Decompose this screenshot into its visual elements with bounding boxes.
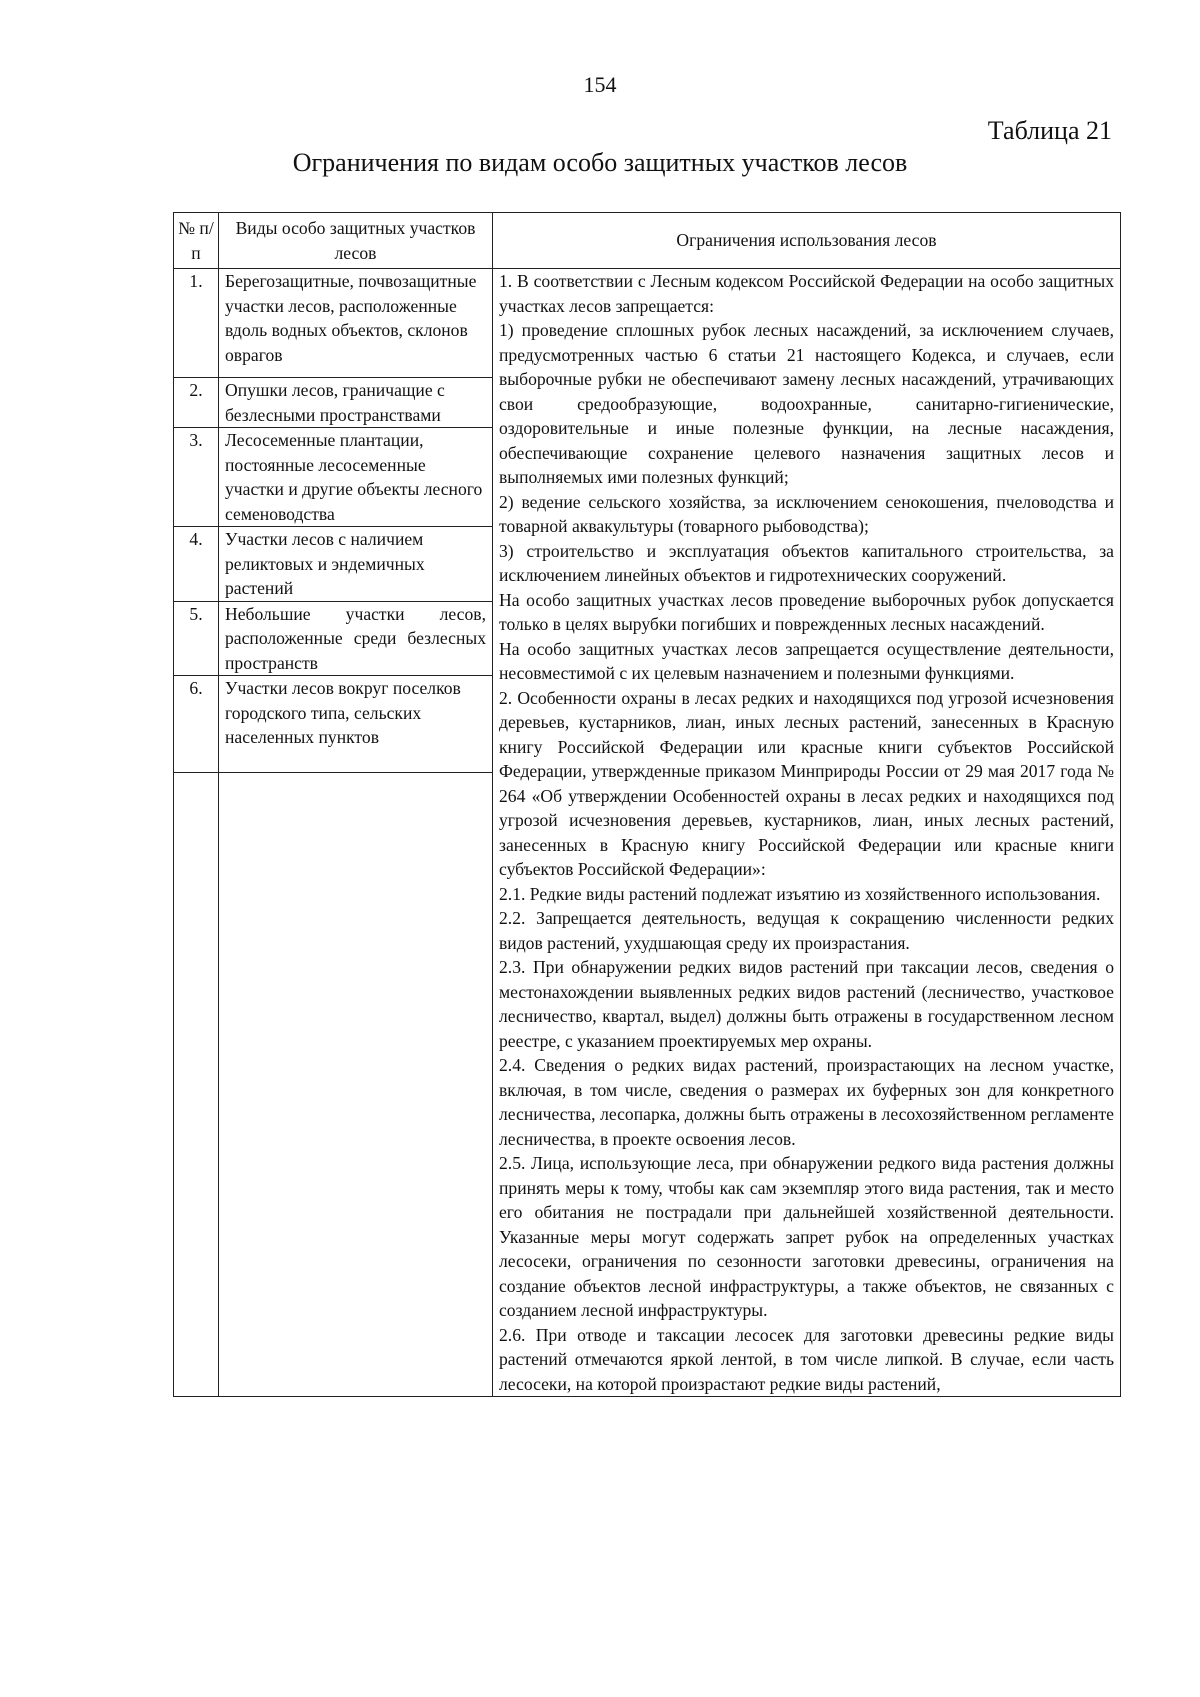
empty-cell [174, 773, 219, 1397]
empty-cell [219, 773, 493, 1397]
header-num: № п/п [174, 213, 219, 269]
restrictions-table [173, 212, 1121, 1397]
restriction-paragraph: 2.4. Сведения о редких видах растений, произрастающих на лесном участке, включая, в том числе, сведения о размерах их буферных зон для конкретного лесничества, лесопарка, должны быть отражены в лесохозяйственном регламенте лесничества, в проекте освоения лесов. [499, 1055, 1114, 1149]
zone-type: Лесосеменные плантации, постоянные лесосеменные участки и другие объекты лесного семеноводства [219, 428, 493, 527]
row-number: 1. [174, 269, 219, 378]
restriction-paragraph: 2.6. При отводе и таксации лесосек для заготовки древесины редкие виды растений отмечаются яркой лентой, в том числе липкой. В случае, если часть лесосеки, на которой произрастают редкие виды растений, [499, 1324, 1114, 1394]
row-number: 4. [174, 527, 219, 602]
zone-type: Участки лесов вокруг поселков городского типа, сельских населенных пунктов [219, 676, 493, 773]
restriction-paragraph: 2) ведение сельского хозяйства, за исключением сенокошения, пчеловодства и товарной аквакультуры (товарного рыбоводства); [499, 491, 1114, 536]
row-number: 5. [174, 601, 219, 676]
table-label: Таблица 21 [987, 116, 1112, 145]
restriction-paragraph: На особо защитных участках лесов запрещается осуществление деятельности, несовместимой с их целевым назначением и полезными функциями. [499, 638, 1114, 683]
page-number: 154 [583, 72, 617, 97]
restriction-paragraph: 2.5. Лица, использующие леса, при обнаружении редкого вида растения должны принять меры к тому, чтобы как сам экземпляр этого вида растения, так и место его обитания не пострадали при дальнейшей хозяйственной деятельности. Указанные меры могут содержать запрет рубок на определенных участках лесосеки, ограничения по сезонности заготовки древесины, ограничения на создание объектов лесной инфраструктуры, а также объектов, не связанных с созданием лесной инфраструктуры. [499, 1153, 1114, 1320]
restriction-paragraph: 1) проведение сплошных рубок лесных насаждений, за исключением случаев, предусмотренных частью 6 статьи 21 настоящего Кодекса, и случаев, если выборочные рубки не обеспечивают замену лесных насаждений, утрачивающих свои средообразующие, водоохранные, санитарно-гигиенические, оздоровительные и иные полезные функции, на лесные насаждения, обеспечивающие сохранение целевого назначения защитных лесов и выполняемых ими полезных функций; [499, 320, 1114, 487]
restriction-paragraph: 2. Особенности охраны в лесах редких и находящихся под угрозой исчезновения деревьев, кустарников, лиан, иных лесных растений, занесенных в Красную книгу Российской Федерации или красные книги субъектов Российской Федерации, утвержденные приказом Минприроды России от 29 мая 2017 года № 264 «Об утверждении Особенностей охраны в лесах редких и находящихся под угрозой исчезновения деревьев, кустарников, лиан, иных лесных растений, занесенных в Красную книгу Российской Федерации или красные книги субъектов Российской Федерации»: [499, 687, 1114, 879]
header-type: Виды особо защитных участков лесов [219, 213, 493, 269]
restriction-paragraph: 2.1. Редкие виды растений подлежат изъятию из хозяйственного использования. [499, 883, 1101, 904]
header-restrictions: Ограничения использования лесов [493, 213, 1121, 269]
zone-type: Опушки лесов, граничащие с безлесными пространствами [219, 378, 493, 428]
row-number: 3. [174, 428, 219, 527]
row-number: 6. [174, 676, 219, 773]
zone-type: Участки лесов с наличием реликтовых и эндемичных растений [219, 527, 493, 602]
zone-type: Берегозащитные, почвозащитные участки лесов, расположенные вдоль водных объектов, склонов оврагов [219, 269, 493, 378]
restriction-paragraph: На особо защитных участках лесов проведение выборочных рубок допускается только в целях вырубки погибших и поврежденных лесных насаждений. [499, 589, 1114, 634]
table-row [174, 269, 1121, 378]
zone-type: Небольшие участки лесов, расположенные среди безлесных пространств [219, 601, 493, 676]
restriction-paragraph: 2.2. Запрещается деятельность, ведущая к сокращению численности редких видов растений, ухудшающая среду их произрастания. [499, 908, 1114, 953]
restrictions-cell [493, 269, 1121, 1397]
restriction-paragraph: 3) строительство и эксплуатация объектов капитального строительства, за исключением линейных объектов и гидротехнических сооружений. [499, 540, 1114, 585]
restriction-paragraph: 1. В соответствии с Лесным кодексом Российской Федерации на особо защитных участках лесов запрещается: [499, 271, 1114, 316]
table-title: Ограничения по видам особо защитных участков лесов [292, 148, 908, 177]
row-number: 2. [174, 378, 219, 428]
table-header-row [174, 213, 1121, 269]
restriction-paragraph: 2.3. При обнаружении редких видов растений при таксации лесов, сведения о местонахождении выявленных редких видов растений (лесничество, участковое лесничество, квартал, выдел) должны быть отражены в государственном лесном реестре, с указанием проектируемых мер охраны. [499, 957, 1114, 1051]
